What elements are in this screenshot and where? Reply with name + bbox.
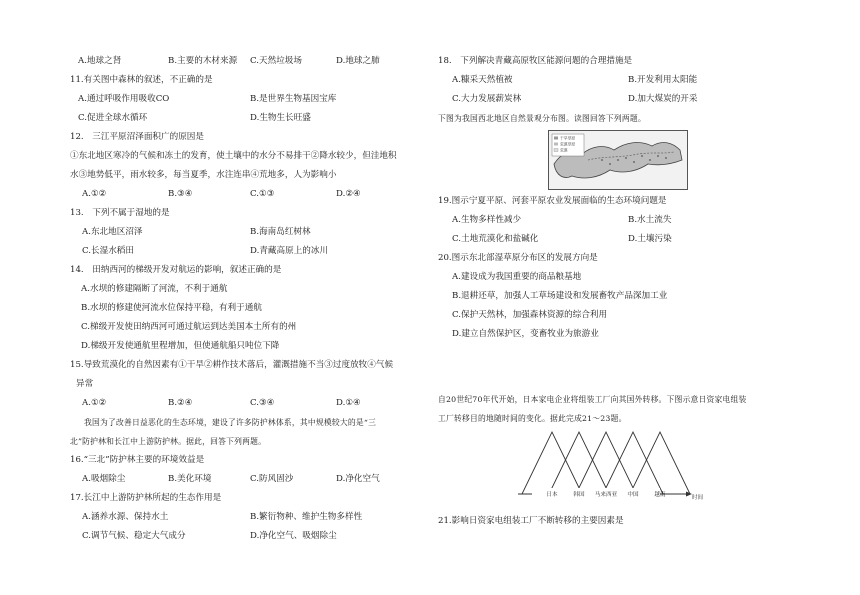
right-column xyxy=(438,52,818,531)
q10-option-d[interactable]: D.地球之肺 xyxy=(336,56,380,66)
q17-option-d[interactable]: D.净化空气、吸烟除尘 xyxy=(250,531,337,541)
q19-option-c[interactable]: C.土地荒漠化和盐碱化 xyxy=(452,234,539,244)
q19-option-a[interactable]: A.生物多样性减少 xyxy=(452,215,522,225)
q16-option-b[interactable]: B.美化环境 xyxy=(168,474,212,484)
map-intro: 下图为我国西北地区自然景观分布图。读图回答下列两题。 xyxy=(438,114,646,123)
blank-gap xyxy=(438,344,818,390)
q11-option-c[interactable]: C.促进全球水循环 xyxy=(78,113,148,123)
q19-options-row1 xyxy=(438,211,818,230)
q13-option-a[interactable]: A.东北地区沼泽 xyxy=(82,227,143,237)
q10-option-c[interactable]: C.天然垃圾场 xyxy=(250,56,302,66)
material-shelterbelt-line1: 我国为了改善日益恶化的生态环境，建设了许多防护林体系，其中规模较大的是“三 xyxy=(84,418,377,427)
q16-options xyxy=(70,470,422,489)
q11-stem: 11.有关图中森林的叙述，不正确的是 xyxy=(70,75,213,85)
q19-option-b[interactable]: B.水土流失 xyxy=(628,215,672,225)
q14-option-b[interactable]: B.水坝的修建使河流水位保持平稳，有利于通航 xyxy=(81,303,262,313)
q12-material-line1: ①东北地区寒冷的气候和冻土的发育，使土壤中的水分不易排干②降水较少，但洼地积 xyxy=(70,151,397,161)
chart-label-2: 韩国 xyxy=(573,492,585,498)
q19-stem: 19.图示宁夏平原、河套平原农业发展面临的生态环境问题是 xyxy=(438,196,667,206)
q12-options xyxy=(70,185,422,204)
q13-option-b[interactable]: B.海南岛红树林 xyxy=(250,227,311,237)
chart-peak-2 xyxy=(549,432,609,494)
map-legend-item-1: 干旱草原 xyxy=(560,135,576,141)
map-legend-item-3: 荒漠 xyxy=(560,147,568,153)
q12-material-line2: 水③地势低平，雨水较多，每当夏季，水注连串④荒地多，人为影响小 xyxy=(70,170,337,180)
q11-options-row1 xyxy=(70,90,422,109)
q17-stem: 17.长江中上游防护林所起的生态作用是 xyxy=(70,493,222,503)
q13-options-row2 xyxy=(70,242,422,261)
q16-option-c[interactable]: C.防风固沙 xyxy=(250,474,294,484)
material-factories-line1: 自20世纪70年代开始，日本家电企业将组装工厂向其国外转移。下图示意日资家电组装 xyxy=(438,395,747,404)
northwest-landscape-map xyxy=(548,130,688,190)
chart-peak-1 xyxy=(522,432,582,494)
relocation-chart-area xyxy=(438,428,818,512)
q18-option-c[interactable]: C.大力发展薪炭林 xyxy=(452,94,522,104)
q12-stem: 12. 三江平原沼泽面积广的原因是 xyxy=(70,132,204,142)
q18-option-d[interactable]: D.加大煤炭的开采 xyxy=(628,94,698,104)
q17-option-a[interactable]: A.涵养水源、保持水土 xyxy=(82,512,169,522)
q21-stem: 21.影响日资家电组装工厂不断转移的主要因素是 xyxy=(438,516,624,526)
q20-option-d[interactable]: D.建立自然保护区，变畜牧业为旅游业 xyxy=(452,329,599,339)
q12-option-d[interactable]: D.②④ xyxy=(336,189,361,199)
q15-option-a[interactable]: A.①② xyxy=(82,398,107,408)
q10-option-b[interactable]: B.主要的木材来源 xyxy=(168,56,238,66)
q14-option-d[interactable]: D.梯级开发使通航里程增加，但使通航船只吨位下降 xyxy=(81,341,280,351)
q10-options xyxy=(70,52,422,71)
q11-options-row2 xyxy=(70,109,422,128)
left-column xyxy=(70,52,422,546)
material-shelterbelt-line2: 北”防护林和长江中上游防护林。据此，回答下列两题。 xyxy=(70,437,267,446)
chart-label-1: 日本 xyxy=(546,492,558,498)
q16-option-a[interactable]: A.吸烟除尘 xyxy=(82,474,126,484)
q11-option-d[interactable]: D.生物生长旺盛 xyxy=(250,113,311,123)
q15-option-d[interactable]: D.①④ xyxy=(336,398,361,408)
chart-axis-label: 时间 xyxy=(692,495,704,501)
q14-option-c[interactable]: C.梯级开发使田纳西河可通过航运到达美国本土所有的州 xyxy=(81,322,297,332)
q17-option-b[interactable]: B.繁衍物种、维护生物多样性 xyxy=(250,512,363,522)
chart-peak-3 xyxy=(576,432,636,494)
q18-option-a[interactable]: A.糠采天然植被 xyxy=(452,75,513,85)
q15-option-c[interactable]: C.③④ xyxy=(250,398,275,408)
q12-option-b[interactable]: B.③④ xyxy=(168,189,193,199)
q10-option-a[interactable]: A.地球之肾 xyxy=(78,56,122,66)
chart-peak-5 xyxy=(630,432,690,494)
q11-option-b[interactable]: B.是世界生物基因宝库 xyxy=(250,94,337,104)
chart-peak-4 xyxy=(603,432,663,494)
map-legend-item-2: 荒漠草原 xyxy=(560,141,576,147)
q18-options-row1 xyxy=(438,71,818,90)
q18-option-b[interactable]: B.开发利用太阳能 xyxy=(628,75,698,85)
q20-stem: 20.图示东北部湿草原分布区的发展方向是 xyxy=(438,253,598,263)
q15-stem-line1: 15.导致荒漠化的自然因素有①干旱②耕作技术落后，灌溉措施不当③过度放牧④气候 xyxy=(70,360,394,370)
chart-label-3: 马来西亚 xyxy=(594,492,618,498)
q13-option-c[interactable]: C.长湿水稻田 xyxy=(82,246,134,256)
material-factories-line2: 工厂转移目的地随时间的变化。据此完成21～23题。 xyxy=(438,414,627,423)
q17-options-row1 xyxy=(70,508,422,527)
q18-stem: 18. 下列解决青藏高原牧区能源问题的合理措施是 xyxy=(438,56,633,66)
chart-peaks-group xyxy=(522,432,690,494)
q19-option-d[interactable]: D.土壤污染 xyxy=(628,234,672,244)
q13-option-d[interactable]: D.青藏高原上的冰川 xyxy=(250,246,329,256)
q15-stem-line2: 异常 xyxy=(76,379,94,389)
q15-options xyxy=(70,394,422,413)
q20-option-c[interactable]: C.保护天然林，加强森林资源的综合利用 xyxy=(452,310,608,320)
q14-option-a[interactable]: A.水坝的修建隔断了河流，不利于通航 xyxy=(81,284,228,294)
q16-stem: 16.“三北”防护林主要的环境效益是 xyxy=(70,455,205,465)
q13-options-row1 xyxy=(70,223,422,242)
factory-relocation-chart xyxy=(514,428,714,510)
q19-options-row2 xyxy=(438,230,818,249)
q17-option-c[interactable]: C.调节气候、稳定大气成分 xyxy=(82,531,186,541)
chart-label-5: 越南 xyxy=(654,492,666,498)
q13-stem: 13. 下列不属于湿地的是 xyxy=(70,208,170,218)
q18-options-row2 xyxy=(438,90,818,109)
q17-options-row2 xyxy=(70,527,422,546)
q20-option-b[interactable]: B.退耕还草，加强人工草场建设和发展畜牧产品深加工业 xyxy=(452,291,668,301)
q20-option-a[interactable]: A.建设成为我国重要的商品粮基地 xyxy=(452,272,582,282)
q11-option-a[interactable]: A.通过呼吸作用吸收CO xyxy=(78,94,170,104)
q16-option-d[interactable]: D.净化空气 xyxy=(336,474,380,484)
map-figure-area xyxy=(438,128,818,192)
chart-label-4: 中国 xyxy=(627,492,639,498)
q14-stem: 14. 田纳西河的梯级开发对航运的影响，叙述正确的是 xyxy=(70,265,282,275)
q12-option-c[interactable]: C.①③ xyxy=(250,189,275,199)
q12-option-a[interactable]: A.①② xyxy=(82,189,107,199)
q15-option-b[interactable]: B.②④ xyxy=(168,398,193,408)
